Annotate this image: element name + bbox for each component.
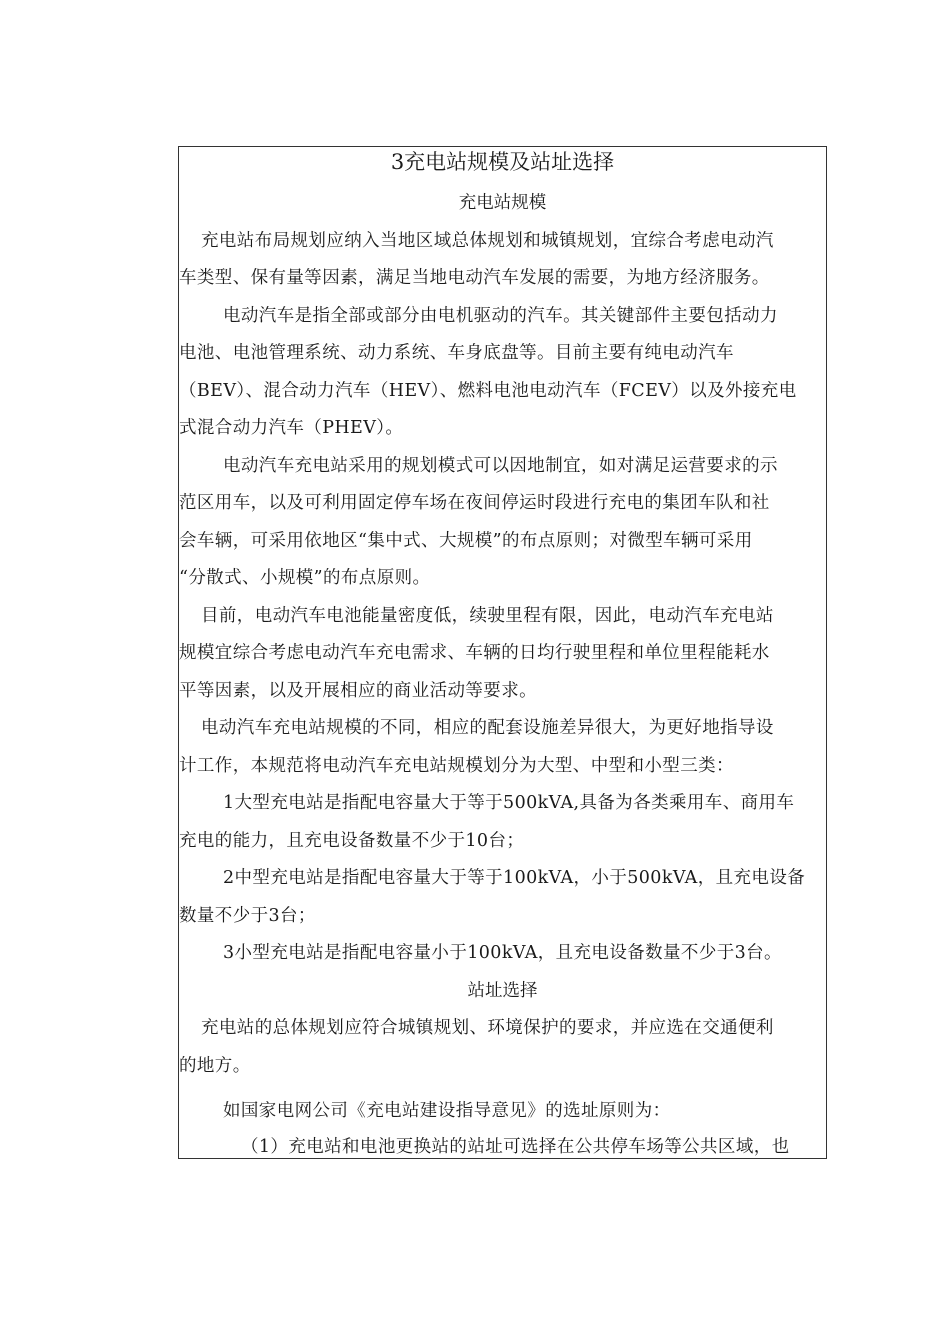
body-line: 电动汽车充电站规模的不同，相应的配套设施差异很大，为更好地指导设 — [201, 718, 774, 738]
body-line: “分散式、小规模”的布点原则。 — [179, 568, 431, 588]
body-line: 的地方。 — [179, 1056, 251, 1076]
body-line: 范区用车，以及可利用固定停车场在夜间停运时段进行充电的集团车队和社 — [179, 493, 770, 513]
body-line: 电动汽车是指全部或部分由电机驱动的汽车。其关键部件主要包括动力 — [223, 306, 778, 326]
list-item: 2中型充电站是指配电容量大于等于100kVA，小于500kVA，且充电设备 — [223, 868, 806, 888]
section-heading-site: 站址选择 — [467, 981, 538, 1001]
body-line: 平等因素，以及开展相应的商业活动等要求。 — [179, 681, 537, 701]
body-line: 数量不少于3台； — [179, 906, 316, 926]
body-line: 如国家电网公司《充电站建设指导意见》的选址原则为： — [223, 1101, 671, 1121]
body-line: 会车辆，可采用依地区“集中式、大规模”的布点原则；对微型车辆可采用 — [179, 531, 753, 551]
body-line: 充电的能力，且充电设备数量不少于10台； — [179, 831, 525, 851]
page-title: 3充电站规模及站址选择 — [390, 150, 615, 174]
body-line: 目前，电动汽车电池能量密度低，续驶里程有限，因此，电动汽车充电站 — [201, 606, 774, 626]
body-line: 规模宜综合考虑电动汽车充电需求、车辆的日均行驶里程和单位里程能耗水 — [179, 643, 770, 663]
list-item: 1大型充电站是指配电容量大于等于500kVA,具备为各类乘用车、商用车 — [223, 793, 795, 813]
body-line: 计工作，本规范将电动汽车充电站规模划分为大型、中型和小型三类： — [179, 756, 734, 776]
body-line: 式混合动力汽车（PHEV）。 — [179, 418, 404, 438]
body-line: （BEV）、混合动力汽车（HEV）、燃料电池电动汽车（FCEV）以及外接充电 — [179, 381, 797, 401]
body-line: 电池、电池管理系统、动力系统、车身底盘等。目前主要有纯电动汽车 — [179, 343, 734, 363]
document-frame — [178, 146, 827, 1159]
body-line: 充电站的总体规划应符合城镇规划、环境保护的要求，并应选在交通便利 — [201, 1018, 774, 1038]
section-heading-scale: 充电站规模 — [458, 193, 547, 213]
body-line: 电动汽车充电站采用的规划模式可以因地制宜，如对满足运营要求的示 — [223, 456, 778, 476]
list-item: （1）充电站和电池更换站的站址可选择在公共停车场等公共区域，也 — [241, 1137, 790, 1157]
list-item: 3小型充电站是指配电容量小于100kVA，且充电设备数量不少于3台。 — [223, 943, 782, 963]
body-line: 车类型、保有量等因素，满足当地电动汽车发展的需要，为地方经济服务。 — [179, 268, 770, 288]
body-line: 充电站布局规划应纳入当地区域总体规划和城镇规划，宜综合考虑电动汽 — [201, 231, 774, 251]
